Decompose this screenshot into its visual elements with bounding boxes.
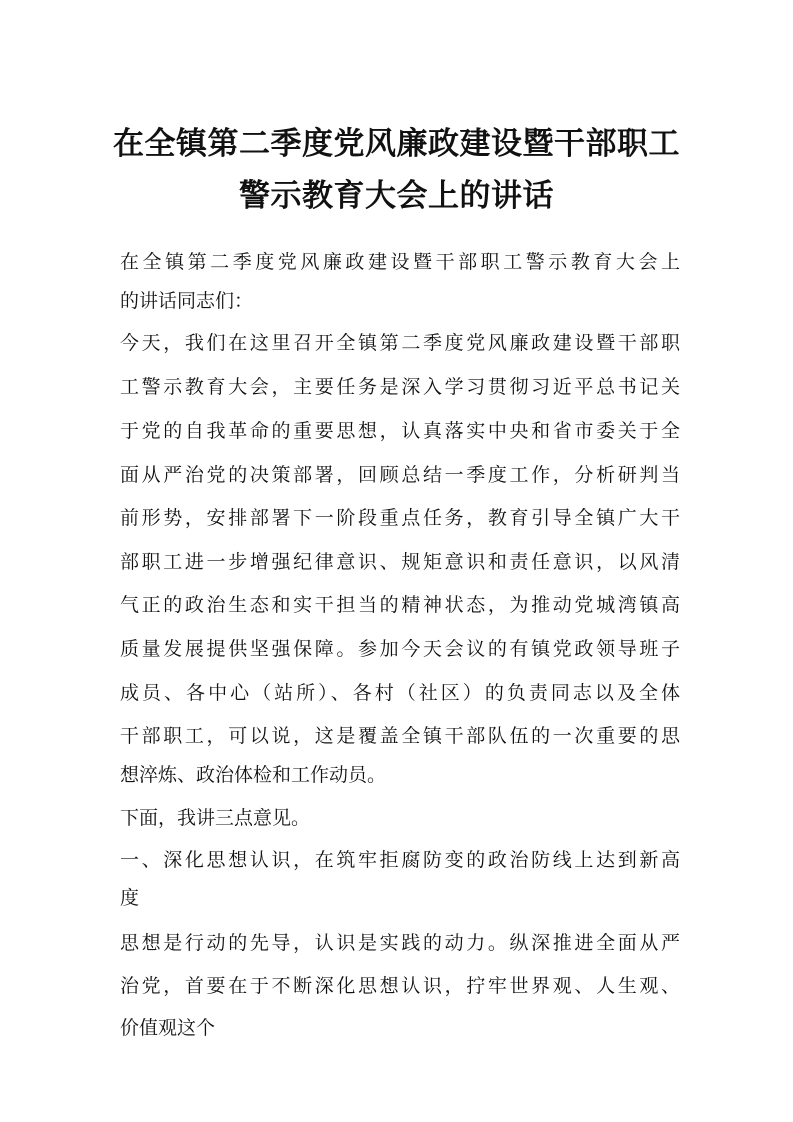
body-line: 前形势，安排部署下一阶段重点任务，教育引导全镇广大干 (120, 507, 680, 529)
body-line: 今天，我们在这里召开全镇第二季度党风廉政建设暨干部职 (120, 332, 680, 354)
body-line: 的讲话同志们： (120, 290, 254, 312)
body-line: 下面，我讲三点意见。 (120, 807, 311, 829)
body-line: 价值观这个 (120, 1017, 216, 1039)
body-line: 成员、各中心（站所）、各村（社区）的负责同志以及全体 (120, 682, 680, 704)
document-title-line-2: 警示教育大会上的讲话 (239, 178, 554, 214)
body-line: 思想是行动的先导，认识是实践的动力。纵深推进全面从严 (120, 932, 680, 954)
body-line: 气正的政治生态和实干担当的精神状态，为推动党城湾镇高 (120, 594, 680, 616)
body-line: 想淬炼、政治体检和工作动员。 (120, 764, 387, 786)
body-line: 工警示教育大会，主要任务是深入学习贯彻习近平总书记关 (120, 376, 680, 398)
body-line: 面从严治党的决策部署，回顾总结一季度工作，分析研判当 (120, 464, 680, 486)
body-line: 治党，首要在于不断深化思想认识，拧牢世界观、人生观、 (120, 975, 680, 997)
body-line: 干部职工，可以说，这是覆盖全镇干部队伍的一次重要的思 (120, 725, 680, 747)
body-line: 于党的自我革命的重要思想，认真落实中央和省市委关于全 (120, 420, 680, 442)
section-heading-line: 一、深化思想认识，在筑牢拒腐防变的政治防线上达到新高 (120, 849, 680, 871)
section-heading-line: 度 (120, 887, 140, 909)
document-title-line-1: 在全镇第二季度党风廉政建设暨干部职工 (113, 126, 680, 162)
body-line: 质量发展提供坚强保障。参加今天会议的有镇党政领导班子 (120, 638, 680, 660)
body-line: 在全镇第二季度党风廉政建设暨干部职工警示教育大会上 (120, 251, 680, 273)
body-line: 部职工进一步增强纪律意识、规矩意识和责任意识，以风清 (120, 551, 680, 573)
